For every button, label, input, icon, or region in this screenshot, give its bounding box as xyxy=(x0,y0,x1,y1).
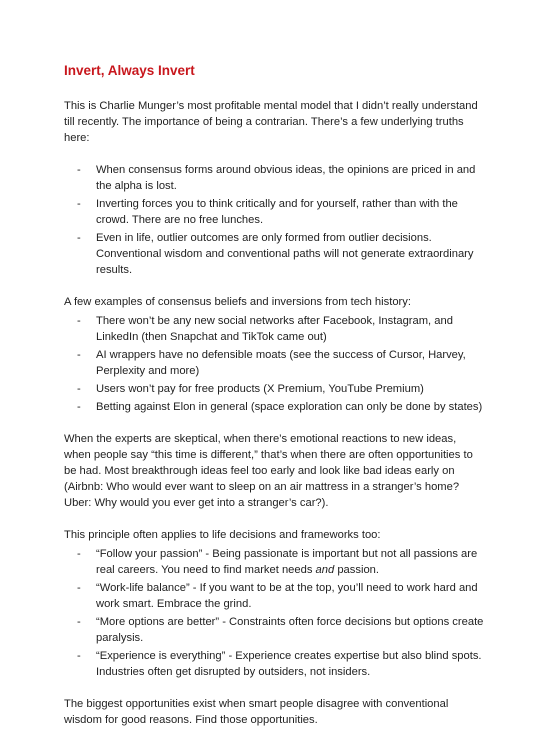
list-item-text xyxy=(96,548,477,576)
intro-paragraph: This is Charlie Munger’s most profitable mental model that I didn’t really understand till recently. The importance of being a contrarian. There’s a few underlying truths here: xyxy=(64,100,478,144)
truths-list xyxy=(64,162,484,278)
list-item-text: When consensus forms around obvious ideas, the opinions are priced in and the alpha is lost. xyxy=(96,164,476,192)
list-item xyxy=(64,313,484,345)
principle-intro: This principle often applies to life decisions and frameworks too: xyxy=(64,529,381,541)
list-item-text: Even in life, outlier outcomes are only formed from outlier decisions. Conventional wisdom and conventional paths will not generate extraordinary results. xyxy=(96,232,474,276)
examples-intro: A few examples of consensus beliefs and inversions from tech history: xyxy=(64,296,411,308)
dash-bullet: - xyxy=(77,650,81,662)
text-run: “Follow your passion” - Being passionate is important but not all passions are real careers. You need to find market needs xyxy=(96,548,478,576)
experts-paragraph: When the experts are skeptical, when there’s emotional reactions to new ideas, when people say “this time is different,” that’s when there are often opportunities to be had. Most breakthrough ideas feel too early and look like bad ideas early on (Airbnb: Who would ever want to sleep on an air mattress in a stranger’s home? Uber: Why would you ever get into a stranger’s car?). xyxy=(64,433,473,509)
dash-bullet: - xyxy=(77,582,81,594)
dash-bullet: - xyxy=(77,616,81,628)
list-item-text: Betting against Elon in general (space exploration can only be done by states) xyxy=(96,401,483,413)
dash-bullet: - xyxy=(77,198,81,210)
emphasis-text: and xyxy=(315,564,335,576)
list-item xyxy=(64,162,484,194)
dash-bullet: - xyxy=(77,232,81,244)
list-item-text: Users won’t pay for free products (X Premium, YouTube Premium) xyxy=(96,383,424,395)
list-item-text: “Work-life balance” - If you want to be at the top, you’ll need to work hard and work smart. Embrace the grind. xyxy=(96,582,478,610)
list-item xyxy=(64,399,484,415)
list-item xyxy=(64,347,484,379)
dash-bullet: - xyxy=(77,349,81,361)
list-item xyxy=(64,230,484,278)
list-item xyxy=(64,381,484,397)
list-item xyxy=(64,546,484,578)
examples-list xyxy=(64,313,484,415)
document-title: Invert, Always Invert xyxy=(64,63,195,78)
dash-bullet: - xyxy=(77,401,81,413)
list-item-text: There won’t be any new social networks after Facebook, Instagram, and LinkedIn (then Snapchat and TikTok came out) xyxy=(96,315,453,343)
list-item-text: Inverting forces you to think critically and for yourself, rather than with the crowd. There are no free lunches. xyxy=(96,198,458,226)
conclusion-paragraph: The biggest opportunities exist when smart people disagree with conventional wisdom for good reasons. Find those opportunities. xyxy=(64,698,449,726)
list-item xyxy=(64,648,484,680)
text-run: passion. xyxy=(334,564,379,576)
list-item-text: “More options are better” - Constraints often force decisions but options create paralysis. xyxy=(96,616,484,644)
dash-bullet: - xyxy=(77,383,81,395)
list-item xyxy=(64,196,484,228)
list-item xyxy=(64,614,484,646)
list-item-text: AI wrappers have no defensible moats (see the success of Cursor, Harvey, Perplexity and more) xyxy=(96,349,466,377)
principles-list xyxy=(64,546,484,680)
dash-bullet: - xyxy=(77,164,81,176)
dash-bullet: - xyxy=(77,315,81,327)
dash-bullet: - xyxy=(77,548,81,560)
list-item xyxy=(64,580,484,612)
document-page xyxy=(64,62,484,744)
list-item-text: “Experience is everything” - Experience creates expertise but also blind spots. Industries often get disrupted by outsiders, not insiders. xyxy=(96,650,482,678)
